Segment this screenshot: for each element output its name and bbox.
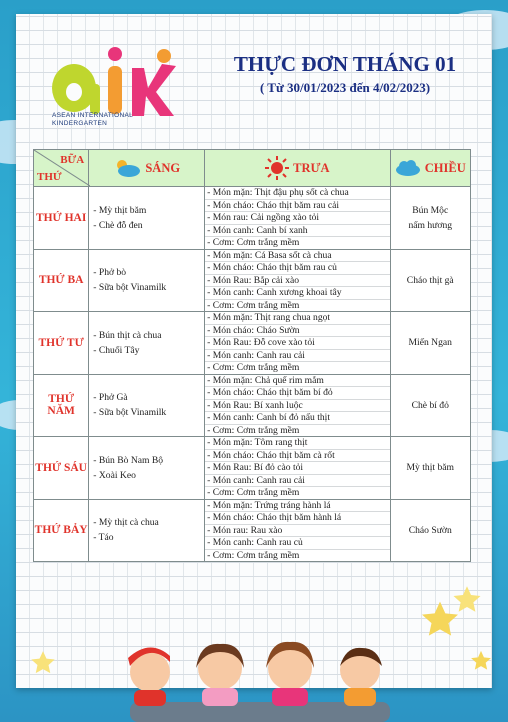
table-row (34, 187, 471, 250)
afternoon-cell: Mỳ thịt băm (390, 437, 470, 500)
weekly-menu-table (33, 149, 471, 562)
sun-icon (265, 156, 289, 180)
table-row (34, 249, 471, 312)
noon-cell: - Món mặn: Thịt rang chua ngọt - Món cháo: Cháo Sườn - Món Rau: Đỗ cove xào tỏi - Món canh: Canh rau cải - Cơm: Cơm trắng mềm (205, 312, 390, 375)
afternoon-header-label: CHIỀU (424, 160, 466, 175)
table-row (34, 312, 471, 375)
afternoon-cell: Bún Mộc nấm hương (390, 187, 470, 250)
noon-cell: - Món mặn: Trứng tráng hành lá - Món cháo: Cháo thịt băm hành lá - Món rau: Rau xào - Món canh: Canh rau củ - Cơm: Cơm trắng mềm (205, 499, 390, 562)
page-title: THỰC ĐƠN THÁNG 01 (233, 52, 457, 76)
day-cell: THỨ BẢY (34, 499, 89, 562)
noon-cell: - Món mặn: Chả quế rim mắm - Món cháo: Cháo thịt băm bí đỏ - Món Rau: Bí xanh luộc - Món canh: Canh bí đỏ nấu thịt - Cơm: Cơm trắng mềm (205, 374, 390, 437)
table-row (34, 374, 471, 437)
page-subtitle: ( Từ 30/01/2023 đến 4/02/2023) (259, 80, 431, 95)
afternoon-cell: Cháo thịt gà (390, 249, 470, 312)
afternoon-cell: Chè bí đỏ (390, 374, 470, 437)
corner-day-label: THỨ (37, 171, 62, 183)
afternoon-cell: Cháo Sườn (390, 499, 470, 562)
children-eating-illustration (110, 628, 410, 722)
day-cell: THỨ BA (34, 249, 89, 312)
day-cell: THỨ HAI (34, 187, 89, 250)
morning-cell: - Bún Bò Nam Bộ - Xoài Keo (89, 437, 205, 500)
corner-header (34, 150, 89, 187)
table-row (34, 499, 471, 562)
star-icon (470, 650, 492, 672)
day-cell: THỨ NĂM (34, 374, 89, 437)
noon-cell: - Món mặn: Thịt đậu phụ sốt cà chua - Món cháo: Cháo thịt băm rau cải - Món rau: Cải ngồng xào tỏi - Món canh: Canh bí xanh - Cơm: Cơm trắng mềm (205, 187, 390, 250)
cloud-icon (395, 159, 421, 177)
star-icon (420, 600, 460, 640)
logo-subtitle: ASEAN INTERNATIONAL KINDERGARTEN (52, 112, 134, 127)
morning-cell: - Phở bò - Sữa bột Vinamilk (89, 249, 205, 312)
table-header-row (34, 150, 471, 187)
day-cell: THỨ SÁU (34, 437, 89, 500)
afternoon-cell: Miến Ngan (390, 312, 470, 375)
table-row (34, 437, 471, 500)
corner-meal-label: BỮA (60, 154, 85, 166)
morning-header-label: SÁNG (145, 160, 181, 175)
morning-cell: - Phở Gà - Sữa bột Vinamilk (89, 374, 205, 437)
morning-cell: - Bún thịt cà chua - Chuối Tây (89, 312, 205, 375)
morning-cell: - Mỳ thịt băm - Chè đỗ đen (89, 187, 205, 250)
morning-cell: - Mỳ thịt cà chua - Táo (89, 499, 205, 562)
afternoon-header (390, 150, 470, 187)
morning-header (89, 150, 205, 187)
noon-header-label: TRƯA (293, 160, 330, 175)
cloud-icon (113, 158, 141, 178)
day-cell: THỨ TƯ (34, 312, 89, 375)
noon-header (205, 150, 390, 187)
star-icon (30, 650, 56, 676)
noon-cell: - Món mặn: Tôm rang thịt - Món cháo: Cháo thịt băm cà rốt - Món Rau: Bí đỏ cào tỏi - Món canh: Canh rau cải - Cơm: Cơm trắng mềm (205, 437, 390, 500)
noon-cell: - Món mặn: Cá Basa sốt cà chua - Món cháo: Cháo thịt băm rau củ - Món Rau: Bắp cải xào - Món canh: Canh xương khoai tây - Cơm: Cơm trắng mềm (205, 249, 390, 312)
